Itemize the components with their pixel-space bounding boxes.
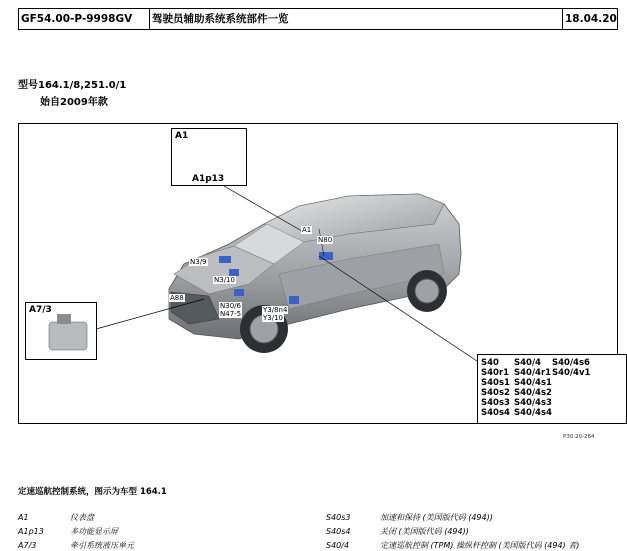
legend-left-desc-2: 牵引系统液压单元 <box>70 541 134 550</box>
legend-left-desc-1: 多功能显示屏 <box>70 527 118 536</box>
legend-right-desc-0: 加速和保持 (美国版代码 (494)) <box>380 513 493 522</box>
legend-right-desc-2: 定速巡航控制 (TPM) 操纵杆控制 (美国版代码 (494) 者) <box>380 541 580 550</box>
legend-left-desc-0: 仪表盘 <box>70 513 94 522</box>
legend-right-code-0: S40s3 <box>326 513 351 522</box>
sw-r1c2: S40/4v1 <box>552 368 591 378</box>
sw-r4c1: S40/4s3 <box>514 398 552 408</box>
label-n3-10: N3/10 <box>214 276 235 284</box>
label-n30-6: N30/6 <box>220 302 241 310</box>
label-y3-10: Y3/10 <box>263 314 283 322</box>
legend-left-code-1: A1p13 <box>18 527 44 536</box>
legend-right-desc-1: 关闭 (美国版代码 (494)) <box>380 527 469 536</box>
sw-r5c1: S40/4s4 <box>514 408 552 418</box>
figure-ref: P30.20-264 <box>563 434 595 440</box>
legend-right-code-1: S40s4 <box>326 527 351 536</box>
header-table <box>18 8 618 30</box>
doc-id: GF54.00-P-9998GV <box>21 9 150 29</box>
legend-left-code-0: A1 <box>18 513 29 522</box>
sw-r4c0: S40s3 <box>481 398 510 408</box>
doc-title: 驾驶员辅助系统系统部件一览 <box>150 9 563 29</box>
callout-hydraulic-unit <box>25 302 97 360</box>
sw-r0c0: S40 <box>481 358 499 368</box>
sw-r3c0: S40s2 <box>481 388 510 398</box>
legend-heading: 定速巡航控制系统，图示为车型 164.1 <box>18 487 167 497</box>
label-a88: A88 <box>170 294 184 302</box>
callout-a73-title: A7/3 <box>29 305 52 315</box>
callout-a1-sub: A1p13 <box>192 174 225 184</box>
legend-right-code-2: S40/4 <box>326 541 350 550</box>
doc-date: 18.04.20 <box>565 13 617 25</box>
sw-r1c0: S40r1 <box>481 368 510 378</box>
model-line: 型号164.1/8,251.0/1 <box>18 80 127 91</box>
sw-r3c1: S40/4s2 <box>514 388 552 398</box>
sw-r2c0: S40s1 <box>481 378 510 388</box>
callout-cruise-switch <box>477 354 627 424</box>
model-year: 始自2009年款 <box>40 97 108 108</box>
label-y3-8n4: Y3/8n4 <box>263 306 288 314</box>
label-n80: N80 <box>318 236 333 244</box>
label-n47-5: N47-5 <box>220 310 242 318</box>
sw-r5c0: S40s4 <box>481 408 510 418</box>
callout-a1-title: A1 <box>175 131 189 141</box>
callout-instrument-cluster <box>171 128 247 186</box>
label-n3-9: N3/9 <box>190 258 207 266</box>
sw-r2c1: S40/4s1 <box>514 378 552 388</box>
label-a1: A1 <box>302 226 312 234</box>
sw-r1c1: S40/4r1 <box>514 368 552 378</box>
legend-left-code-2: A7/3 <box>18 541 37 550</box>
sw-r0c1: S40/4 <box>514 358 541 368</box>
component-diagram <box>18 123 618 424</box>
sw-r0c2: S40/4s6 <box>552 358 590 368</box>
